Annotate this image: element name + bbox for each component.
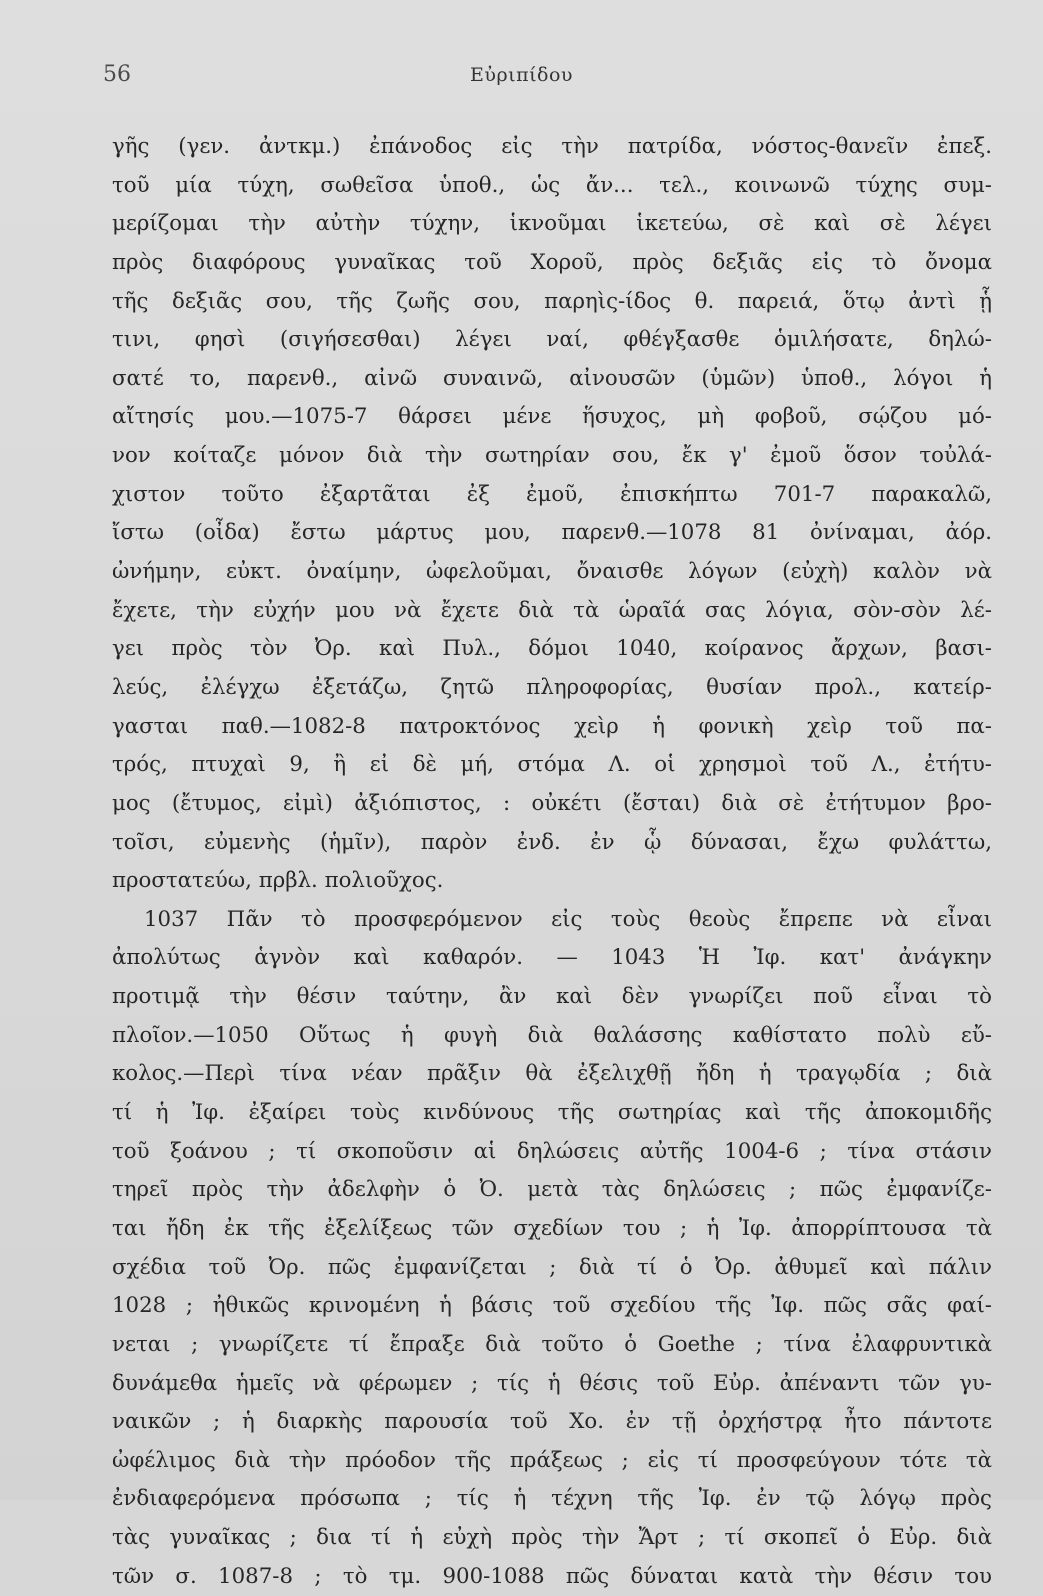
text-line: χιστον τοῦτο ἐξαρτᾶται ἐξ ἐμοῦ, ἐπισκήπτω 701-7 παρακαλῶ, (112, 481, 992, 507)
text-line: τινι, φησὶ (σιγήσεσθαι) λέγει ναί, φθέγξασθε ὁμιλήσατε, δηλώ- (112, 327, 992, 353)
text-line: τῶν σ. 1087-8 ; τὸ τμ. 900-1088 πῶς δύναται κατὰ τὴν θέσιν του (112, 1563, 992, 1589)
running-title: Εὐριπίδου (470, 64, 573, 86)
text-line: ἀπολύτως ἁγνὸν καὶ καθαρόν. — 1043 Ἡ Ἰφ. κατ' ἀνάγκην (112, 945, 992, 971)
text-line: ἐνδιαφερόμενα πρόσωπα ; τίς ἡ τέχνη τῆς Ἰφ. ἐν τῷ λόγῳ πρὸς (112, 1486, 992, 1512)
text-line: τῆς δεξιᾶς σου, τῆς ζωῆς σου, παρηὶς-ίδος θ. παρειά, ὅτῳ ἀντὶ ᾗ (112, 288, 992, 314)
text-line: τὰς γυναῖκας ; δια τί ἡ εὐχὴ πρὸς τὴν Ἄρτ ; τί σκοπεῖ ὁ Εὐρ. διὰ (112, 1525, 992, 1551)
text-line: τί ἡ Ἰφ. ἐξαίρει τοὺς κινδύνους τῆς σωτηρίας καὶ τῆς ἀποκομιδῆς (112, 1100, 992, 1126)
text-line: 1037 Πᾶν τὸ προσφερόμενον εἰς τοὺς θεοὺς ἔπρεπε νὰ εἶναι (144, 906, 992, 932)
text-line: πλοῖον.—1050 Οὕτως ἡ φυγὴ διὰ θαλάσσης καθίστατο πολὺ εὔ- (112, 1022, 992, 1048)
text-line: ὠφέλιμος διὰ τὴν πρόοδον τῆς πράξεως ; εἰς τί προσφεύγουν τότε τὰ (112, 1447, 992, 1473)
text-line: δυνάμεθα ἡμεῖς νὰ φέρωμεν ; τίς ἡ θέσις τοῦ Εὐρ. ἀπέναντι τῶν γυ- (112, 1370, 992, 1396)
text-line: ἴστω (οἶδα) ἔστω μάρτυς μου, παρενθ.—1078 81 ὀνίναμαι, ἀόρ. (112, 520, 992, 546)
text-line: τηρεῖ πρὸς τὴν ἀδελφὴν ὁ Ὀ. μετὰ τὰς δηλώσεις ; πῶς ἐμφανίζε- (112, 1177, 992, 1203)
commentary-text (112, 128, 992, 1596)
text-line: κολος.—Περὶ τίνα νέαν πρᾶξιν θὰ ἐξελιχθῇ ἤδη ἡ τραγῳδία ; διὰ (112, 1061, 992, 1087)
text-line: γασται παθ.—1082-8 πατροκτόνος χεὶρ ἡ φονικὴ χεὶρ τοῦ πα- (112, 713, 992, 739)
text-line: μερίζομαι τὴν αὐτὴν τύχην, ἱκνοῦμαι ἱκετεύω, σὲ καὶ σὲ λέγει (112, 211, 992, 237)
text-line: προτιμᾷ τὴν θέσιν ταύτην, ἂν καὶ δὲν γνωρίζει ποῦ εἶναι τὸ (112, 984, 992, 1010)
text-line: νον κοίταζε μόνον διὰ τὴν σωτηρίαν σου, ἔκ γ' ἐμοῦ ὅσον τοὐλά- (112, 443, 992, 469)
text-line: τοῦ ξοάνου ; τί σκοποῦσιν αἱ δηλώσεις αὐτῆς 1004-6 ; τίνα στάσιν (112, 1138, 992, 1164)
text-line: σχέδια τοῦ Ὀρ. πῶς ἐμφανίζεται ; διὰ τί ὁ Ὀρ. ἀθυμεῖ καὶ πάλιν (112, 1254, 992, 1280)
text-line: ὠνήμην, εὐκτ. ὀναίμην, ὠφελοῦμαι, ὄναισθε λόγων (εὐχὴ) καλὸν νὰ (112, 559, 992, 585)
text-line: πρὸς διαφόρους γυναῖκας τοῦ Χοροῦ, πρὸς δεξιᾶς εἰς τὸ ὄνομα (112, 249, 992, 275)
text-line: μος (ἔτυμος, εἰμὶ) ἀξιόπιστος, : οὐκέτι (ἔσται) διὰ σὲ ἐτήτυμον βρο- (112, 790, 992, 816)
text-line: τοῖσι, εὐμενὴς (ἡμῖν), παρὸν ἐνδ. ἐν ᾧ δύνασαι, ἔχω φυλάττω, (112, 829, 992, 855)
text-line: τοῦ μία τύχη, σωθεῖσα ὑποθ., ὡς ἄν... τελ., κοινωνῶ τύχης συμ- (112, 172, 992, 198)
text-line: προστατεύω, πρβλ. πολιοῦχος. (112, 868, 444, 894)
page-number: 56 (103, 62, 131, 87)
page-header (0, 62, 1043, 102)
text-line: σατέ το, παρενθ., αἰνῶ συναινῶ, αἰνουσῶν (ὑμῶν) ὑποθ., λόγοι ἡ (112, 365, 992, 391)
text-line: λεύς, ἐλέγχω ἐξετάζω, ζητῶ πληροφορίας, θυσίαν προλ., κατείρ- (112, 674, 992, 700)
text-line: γει πρὸς τὸν Ὀρ. καὶ Πυλ., δόμοι 1040, κοίρανος ἄρχων, βασι- (112, 636, 992, 662)
text-line: νεται ; γνωρίζετε τί ἔπραξε διὰ τοῦτο ὁ Goethe ; τίνα ἐλαφρυντικὰ (112, 1331, 992, 1357)
text-line: αἴτησίς μου.—1075-7 θάρσει μένε ἥσυχος, μὴ φοβοῦ, σῴζου μό- (112, 404, 992, 430)
text-line: ναικῶν ; ἡ διαρκὴς παρουσία τοῦ Χο. ἐν τῇ ὀρχήστρᾳ ἦτο πάντοτε (112, 1409, 992, 1435)
text-line: 1028 ; ἠθικῶς κρινομένη ἡ βάσις τοῦ σχεδίου τῆς Ἰφ. πῶς σᾶς φαί- (112, 1293, 992, 1319)
text-line: γῆς (γεν. ἀντκμ.) ἐπάνοδος εἰς τὴν πατρίδα, νόστος-θανεῖν ἐπεξ. (112, 134, 992, 159)
text-line: ἔχετε, τὴν εὐχήν μου νὰ ἔχετε διὰ τὰ ὡραῖά σας λόγια, σὸν-σὸν λέ- (112, 597, 992, 623)
text-line: τρός, πτυχαὶ 9, ἢ εἰ δὲ μή, στόμα Λ. οἱ χρησμοὶ τοῦ Λ., ἐτήτυ- (112, 752, 992, 778)
text-line: ται ἤδη ἐκ τῆς ἐξελίξεως τῶν σχεδίων του ; ἡ Ἰφ. ἀπορρίπτουσα τὰ (112, 1215, 992, 1241)
